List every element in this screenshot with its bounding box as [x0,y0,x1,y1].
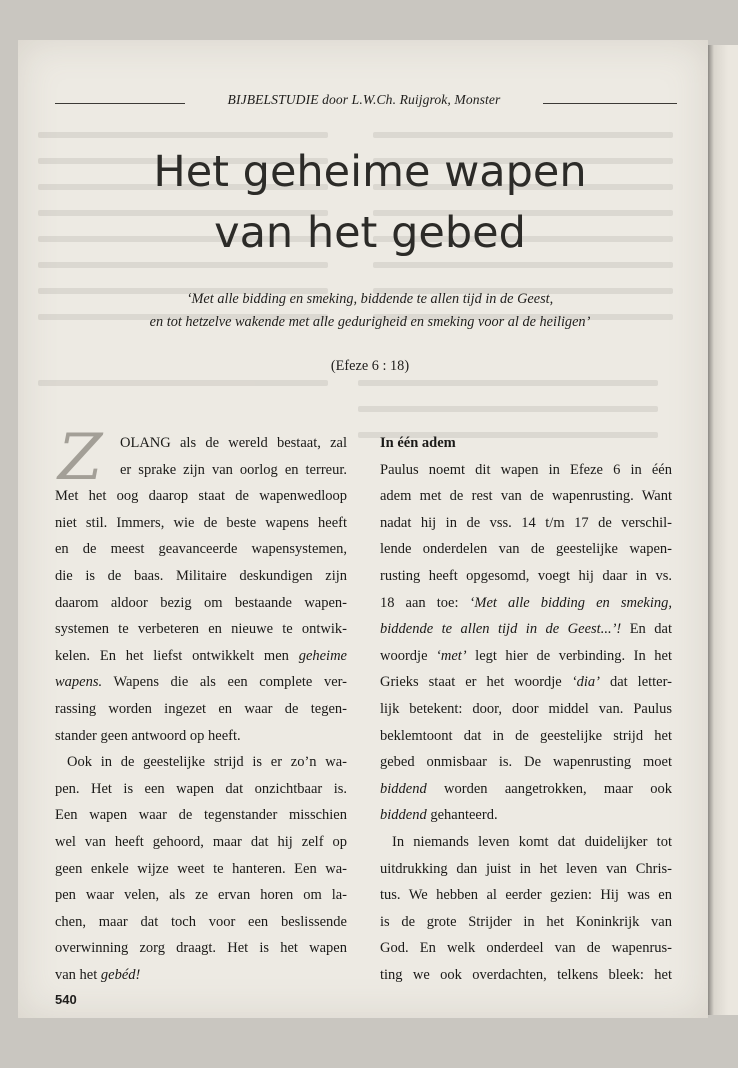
text-line [380,935,672,962]
text-run: beklemtoont dat in de geestelijke strijd het [380,727,672,744]
text-run: pen. Het is een wapen dat onzichtbaar is. [55,780,347,797]
text-line [55,457,347,484]
text-run: niet stil. Immers, wie de beste wapens heeft [55,514,347,531]
text-line [380,749,672,776]
text-line [55,829,347,856]
text-run: van het [55,966,101,983]
text-line [55,856,347,883]
article-title [60,142,680,264]
facing-page-edge [708,45,738,1015]
text-run: dat letter- [599,674,672,691]
text-run: chen, maar dat toch voor een beslissende [55,913,347,930]
text-run: legt hier de verbinding. In het [466,647,672,664]
text-run: gehanteerd. [426,807,498,824]
text-run: uitdrukking dan juist in het leven van Chris- [380,860,672,877]
italic-text: gebéd! [100,966,141,983]
text-line [380,643,672,670]
text-run: er sprake zijn van oorlog en terreur. [120,461,347,478]
text-line [380,696,672,723]
text-run: rusting heeft opgesomd, voegt hij daar in vs. [380,567,672,584]
text-line [380,829,672,856]
text-line [380,669,672,696]
italic-text: ‘dia’ [571,674,600,691]
italic-text: biddende te allen tijd in de Geest...’! [380,621,622,638]
text-line [380,510,672,537]
italic-text: geheime [298,647,347,664]
text-run: ting we ook overdachten, telkens bleek: het [380,966,672,983]
text-run: Grieks staat er het woordje [380,674,572,691]
text-run: Wapens die als een complete ver- [102,674,347,691]
text-line [55,510,347,537]
text-run: tus. We hebben al eerder gezien: Hij was en [380,887,672,904]
title-line-1: Het geheime wapen [153,147,587,197]
drop-cap: Z [58,421,103,495]
italic-text: ‘met’ [436,647,467,664]
italic-text: ‘Met alle bidding en smeking, [469,594,672,611]
quote-line-1: ‘Met alle bidding en smeking, biddende te allen tijd in de Geest, [186,291,554,307]
text-run: geen enkele wijze weet te hanteren. Een wa- [55,860,347,877]
text-run: lijk betekent: door, door middel van. Paulus [380,700,672,717]
text-run: systemen te verbeteren en nieuwe te ontwik- [55,621,347,638]
text-line [380,590,672,617]
italic-text: biddend [380,780,427,797]
text-line [55,776,347,803]
text-run: kelen. En het liefst ontwikkelt men [55,647,299,664]
right-column [380,430,672,988]
text-run: woordje [380,647,437,664]
text-line [55,723,347,750]
text-run: adem met de rest van de wapenrusting. Want [380,488,672,505]
text-line [380,563,672,590]
text-line [55,802,347,829]
text-run: In niemands leven komt dat duidelijker tot [392,833,672,850]
text-line [55,536,347,563]
text-run: Ook in de geestelijke strijd is er zo’n wa- [67,754,347,771]
text-line [380,802,672,829]
text-run: nadat hij in de vss. 14 t/m 17 de verschil- [380,514,672,531]
text-run: en de meest geavanceerde wapensystemen, [55,541,347,558]
text-line [380,483,672,510]
text-run: Een wapen waar de tegenstander misschien [55,807,347,824]
text-run: die is de baas. Militaire deskundigen zijn [55,567,347,584]
text-line [380,909,672,936]
text-line [380,962,672,989]
text-line [380,536,672,563]
text-run: Paulus noemt dit wapen in Efeze 6 in één [380,461,672,478]
text-run: is de grote Strijder in het Koninkrijk van [380,913,672,930]
quote-line-2: en tot hetzelve wakende met alle gedurigheid en smeking voor al de heiligen’ [149,314,591,330]
text-line [55,430,347,457]
header-rule-right [543,103,677,104]
text-line [55,749,347,776]
text-line [55,909,347,936]
text-run: OLANG als de wereld bestaat, zal [120,435,347,451]
text-run: worden aangetrokken, maar ook [426,780,672,797]
quote-reference: (Efeze 6 : 18) [330,358,410,374]
page-number: 540 [55,992,77,1007]
text-run: Met het oog daarop staat de wapenwedloop [55,488,347,505]
text-line [55,696,347,723]
text-run: overwinning zorg draagt. Het is het wapen [55,940,347,957]
text-run: gebed onmisbaar is. De wapenrusting moet [380,754,672,771]
text-line [380,882,672,909]
text-line [380,457,672,484]
text-run: wel van heeft gehoord, maar dat hij zelf op [55,833,347,850]
text-line [55,643,347,670]
title-line-2: van het gebed [214,208,526,258]
text-line [55,563,347,590]
header-rule-left [55,103,185,104]
text-line [380,723,672,750]
text-run: stander geen antwoord op heeft. [55,727,241,744]
italic-text: biddend [380,807,427,824]
text-line [380,856,672,883]
left-column [55,421,347,988]
text-line [55,669,347,696]
italic-text: wapens. [55,674,103,691]
text-run: God. En welk onderdeel van de wapenrus- [380,940,672,957]
text-line [380,776,672,803]
text-run: lende onderdelen van de geestelijke wapen- [380,541,672,558]
text-line [55,483,347,510]
epigraph-quote [60,288,680,334]
text-run: daarom aldoor bezig om bestaande wapen- [55,594,347,611]
text-run: rassing worden ingezet en waar de tegen- [55,700,347,717]
text-line [55,590,347,617]
section-subheading: In één adem [380,435,456,451]
text-run: 18 aan toe: [380,594,470,611]
text-run: pen waar velen, als ze ervan horen om la- [55,887,347,904]
text-line [55,616,347,643]
text-run: En dat [621,621,672,638]
text-line [55,882,347,909]
series-header: BIJBELSTUDIE door L.W.Ch. Ruijgrok, Monster [227,92,501,107]
text-line [55,935,347,962]
text-line [380,616,672,643]
text-line [55,962,347,989]
